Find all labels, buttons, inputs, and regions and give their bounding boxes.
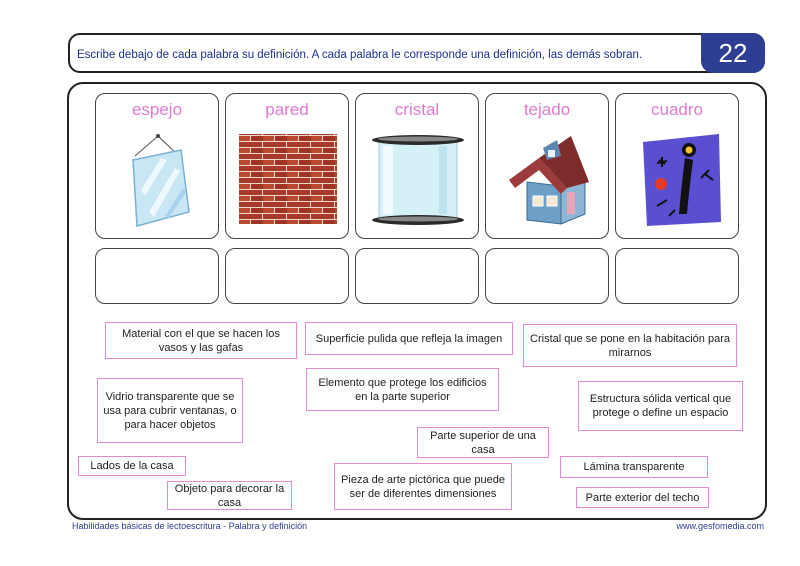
page-number-badge: 22 [701, 33, 765, 73]
definition-card[interactable]: Parte superior de una casa [417, 427, 549, 458]
word-card-tejado [485, 93, 609, 239]
footer-title: Habilidades básicas de lectoescritura - Palabra y definición [72, 521, 308, 531]
mirror-icon [109, 130, 207, 230]
word-card-espejo [95, 93, 219, 239]
definition-card[interactable]: Lados de la casa [78, 456, 186, 476]
answer-box-pared[interactable] [225, 248, 349, 304]
instruction-box [68, 33, 765, 73]
answer-box-tejado[interactable] [485, 248, 609, 304]
definition-card[interactable]: Vidrio transparente que se usa para cubrir ventanas, o para hacer objetos [97, 378, 243, 443]
painting-icon [629, 130, 727, 230]
definition-card[interactable]: Lámina transparente [560, 456, 708, 478]
definition-card[interactable]: Elemento que protege los edificios en la parte superior [306, 368, 499, 411]
definition-card[interactable]: Estructura sólida vertical que protege o define un espacio [578, 381, 743, 431]
word-label: cuadro [651, 100, 703, 119]
glass-panel-icon [369, 130, 467, 230]
word-label: cristal [394, 100, 440, 119]
answer-box-cuadro[interactable] [615, 248, 739, 304]
definition-card[interactable]: Superficie pulida que refleja la imagen [305, 322, 513, 355]
word-label: espejo [131, 100, 183, 119]
answer-box-cristal[interactable] [355, 248, 479, 304]
word-card-pared [225, 93, 349, 239]
word-label: tejado [523, 100, 571, 119]
footer-website[interactable]: www.gesfomedia.com [676, 521, 764, 531]
definition-card[interactable]: Objeto para decorar la casa [167, 481, 292, 510]
answer-box-espejo[interactable] [95, 248, 219, 304]
definition-card[interactable]: Cristal que se pone en la habitación para mirarnos [523, 324, 737, 367]
definition-card[interactable]: Material con el que se hacen los vasos y las gafas [105, 322, 297, 359]
brick-wall-icon [239, 130, 337, 230]
instruction-text: Escribe debajo de cada palabra su definición. A cada palabra le corresponde una definición, las demás sobran. [77, 49, 643, 61]
definition-card[interactable]: Pieza de arte pictórica que puede ser de diferentes dimensiones [334, 463, 512, 510]
house-roof-icon [499, 130, 597, 230]
definition-card[interactable]: Parte exterior del techo [576, 487, 709, 508]
word-card-cristal [355, 93, 479, 239]
word-label: pared [265, 100, 309, 119]
word-card-cuadro [615, 93, 739, 239]
